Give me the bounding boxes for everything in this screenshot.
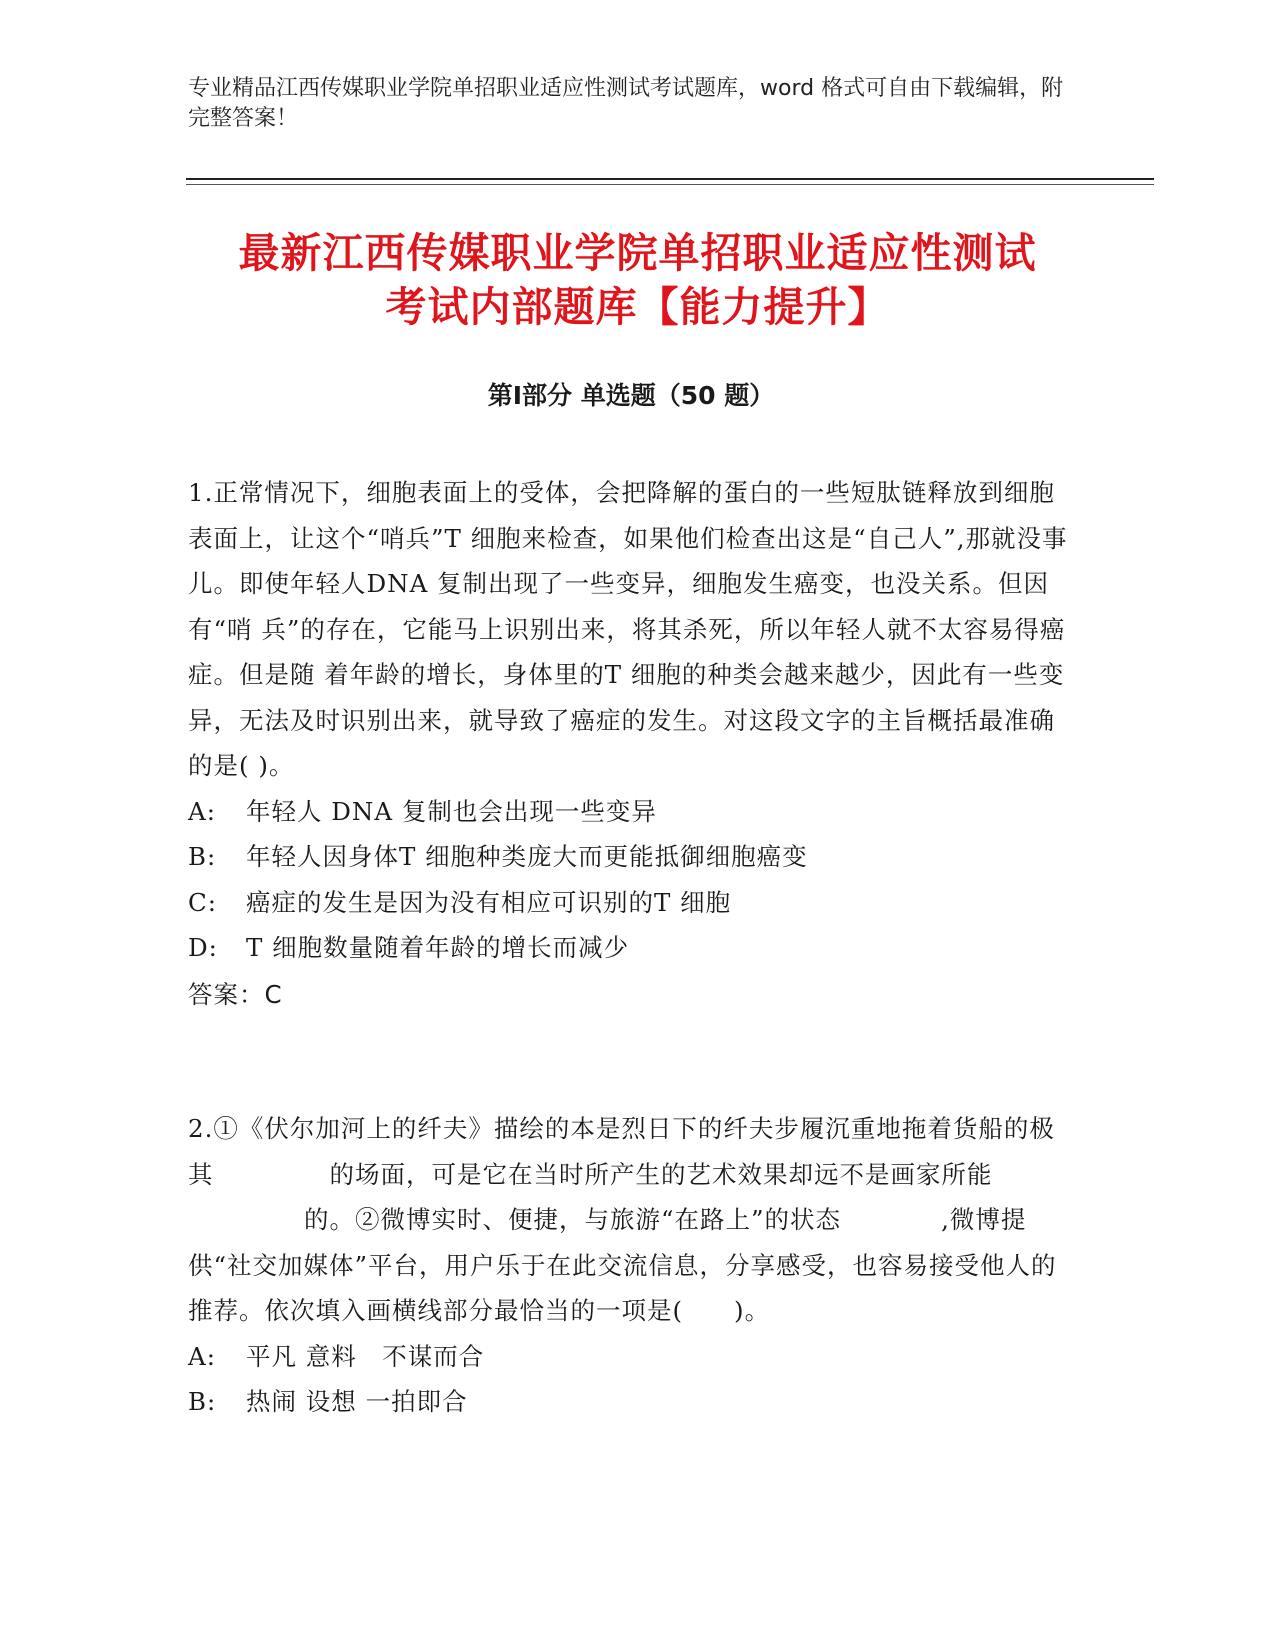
question-2-option-b xyxy=(188,1379,1068,1425)
section-title: 第Ⅰ部分 单选题（50 题） xyxy=(487,381,775,410)
question-2 xyxy=(188,1106,1068,1425)
title-line-2: 考试内部题库【能力提升】 xyxy=(385,283,890,331)
option-letter: C: xyxy=(188,887,218,917)
title-line-1: 最新江西传媒职业学院单招职业适应性测试 xyxy=(238,229,1037,277)
stem-part-3: 的。②微博实时、便捷，与旅游“在路上”的状态 xyxy=(304,1205,842,1234)
stem-part-4: ,微博提供“社交加媒体”平台，用户乐于在此交流信息，分享感受，也容易接受他人的推荐。依次填入画横线部分最恰当的一项是( )。 xyxy=(188,1205,1057,1325)
question-1-answer: 答案：C xyxy=(188,979,283,1009)
option-text: T 细胞数量随着年龄的增长而减少 xyxy=(246,933,630,962)
document-title xyxy=(150,226,1125,334)
question-2-stem xyxy=(188,1106,1068,1334)
question-1-option-c xyxy=(188,880,1068,926)
option-letter: D: xyxy=(188,933,218,962)
stem-part-1: 2.①《伏尔加河上的纤夫》描绘的本是烈日下的纤夫步履沉重地拖着货船的极其 xyxy=(188,1114,1055,1189)
option-text: 年轻人 DNA 复制也会出现一些变异 xyxy=(246,796,657,826)
header-rule-thick xyxy=(186,178,1154,180)
option-text: 热闹 设想 一拍即合 xyxy=(246,1387,468,1416)
option-letter: B: xyxy=(188,1387,217,1416)
option-text: 癌症的发生是因为没有相应可识别的T 细胞 xyxy=(246,887,732,917)
header-note: 专业精品江西传媒职业学院单招职业适应性测试考试题库，word 格式可自由下载编辑，附完整答案！ xyxy=(188,76,1064,131)
question-1-option-a xyxy=(188,789,1068,835)
option-letter: A: xyxy=(188,1341,216,1371)
header-rule-thin xyxy=(186,184,1154,185)
option-text: 年轻人因身体T 细胞种类庞大而更能抵御细胞癌变 xyxy=(246,842,808,871)
question-2-option-a xyxy=(188,1334,1068,1380)
question-1-stem: 1.正常情况下，细胞表面上的受体，会把降解的蛋白的一些短肽链释放到细胞 表面上，让这个“哨兵”T 细胞来检查，如果他们检查出这是“自己人”,那就没事 儿。即使年轻人DNA 复制出现了一些变异，细胞发生癌变，也没关系。但因有“哨 兵”的存在，它能马上识别出来，将其杀死，所以年轻人就不太容易得癌症。但是随 着年龄的增长，身体里的T 细胞的种类会越来越少，因此有一些变异，无法及时识别出来，就导致了癌症的发生。对这段文字的主旨概括最准确的是( )。 xyxy=(188,478,1068,780)
question-1 xyxy=(188,470,1068,1017)
question-1-option-d xyxy=(188,925,1068,971)
option-letter: A: xyxy=(188,796,216,826)
option-letter: B: xyxy=(188,842,217,871)
option-text: 平凡 意料 不谋而合 xyxy=(246,1341,485,1371)
stem-part-2: 的场面，可是它在当时所产生的艺术效果却远不是画家所能 xyxy=(329,1159,993,1189)
question-1-option-b xyxy=(188,834,1068,880)
